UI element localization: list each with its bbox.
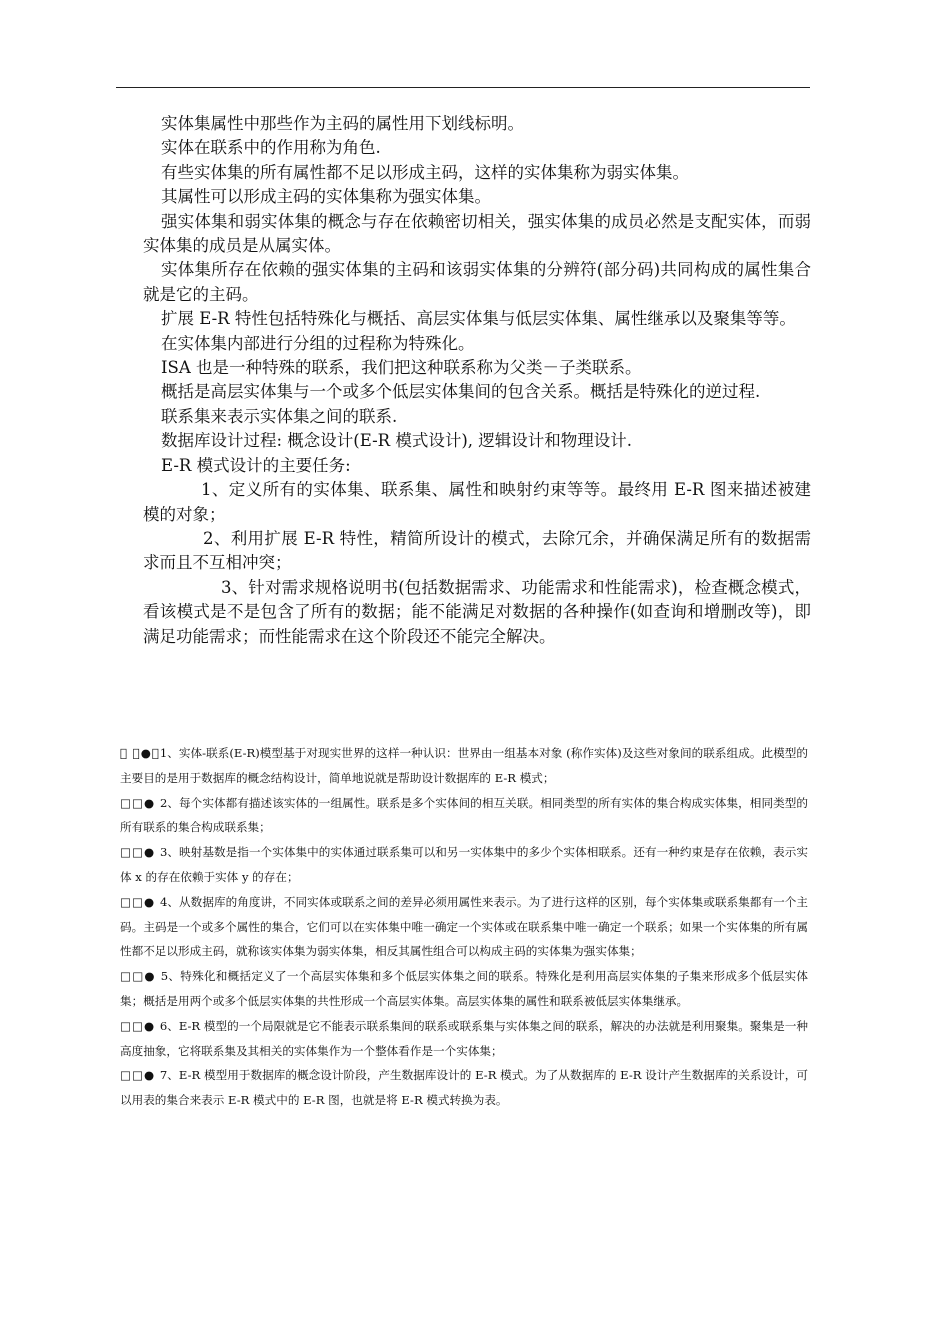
summary-section (120, 741, 808, 1113)
summary-text: 7、E-R 模型用于数据库的概念设计阶段，产生数据库设计的 E-R 模式。为了从数据库的 E-R 设计产生数据库的关系设计，可以用表的集合来表示 E-R 模式中的 E-R 图，也就是将 E-R 模式转换为表。 (120, 1068, 808, 1108)
bullet-glyph: □□● (120, 1018, 160, 1033)
paragraph: 实体集属性中那些作为主码的属性用下划线标明。 (161, 114, 524, 133)
task-item-1: 1、定义所有的实体集、联系集、属性和映射约束等等。最终用 E-R 图来描述被建模的对象； (143, 480, 811, 524)
upper-section (143, 112, 811, 649)
paragraph: 其属性可以形成主码的实体集称为强实体集。 (161, 187, 491, 207)
paragraph: 有些实体集的所有属性都不足以形成主码，这样的实体集称为弱实体集。 (161, 162, 689, 182)
paragraph: 扩展 E-R 特性包括特殊化与概括、高层实体集与低层实体集、属性继承以及聚集等等。 (161, 309, 796, 329)
summary-item-5 (120, 964, 808, 1014)
summary-item-6 (120, 1014, 808, 1064)
paragraph: E-R 模式设计的主要任务: (161, 455, 351, 475)
summary-item-7 (120, 1063, 808, 1113)
bullet-glyph: □□● (120, 845, 160, 860)
task-item-3: 3、针对需求规格说明书(包括数据需求、功能需求和性能需求)，检查概念模式，看该模式是不是包含了所有的数据；能不能满足对数据的各种操作(如查询和增删改等)，即满足功能需求；而性能需求在这个阶段还不能完全解决。 (143, 577, 811, 646)
paragraph: 实体集所存在依赖的强实体集的主码和该弱实体集的分辨符(部分码)共同构成的属性集合就是它的主码。 (143, 260, 811, 304)
summary-text: 5、特殊化和概括定义了一个高层实体集和多个低层实体集之间的联系。特殊化是利用高层实体集的子集来形成多个低层实体集；概括是用两个或多个低层实体集的共性形成一个高层实体集。高层实体集的属性和联系被低层实体集继承。 (120, 969, 808, 1008)
summary-item-3 (120, 840, 808, 890)
paragraph: 在实体集内部进行分组的过程称为特殊化。 (161, 333, 475, 353)
bullet-glyph: □□● (120, 894, 160, 909)
summary-item-4 (120, 890, 808, 964)
header-rule (116, 87, 810, 88)
bullet-glyph: □□● (120, 795, 160, 810)
bullet-glyph: □□● (120, 969, 161, 984)
summary-text: 3、映射基数是指一个实体集中的实体通过联系集可以和另一实体集中的多少个实体相联系。还有一种约束是存在依赖，表示实体 x 的存在依赖于实体 y 的存在； (120, 845, 808, 884)
summary-item-1 (120, 741, 808, 791)
paragraph: 强实体集和弱实体集的概念与存在依赖密切相关，强实体集的成员必然是支配实体，而弱实体集的成员是从属实体。 (143, 211, 811, 256)
bullet-glyph: □□● (120, 1068, 160, 1083)
task-item-2: 2、利用扩展 E-R 特性，精简所设计的模式，去除冗余，并确保满足所有的数据需求而且不互相冲突； (143, 528, 811, 573)
paragraph: 联系集来表示实体集之间的联系. (161, 406, 398, 426)
summary-item-2 (120, 791, 808, 841)
paragraph: 实体在联系中的作用称为角色. (161, 138, 381, 158)
summary-text: 2、每个实体都有描述该实体的一组属性。联系是多个实体间的相互关联。相同类型的所有实体的集合构成实体集，相同类型的所有联系的集合构成联系集； (120, 795, 808, 835)
summary-text: 4、从数据库的角度讲，不同实体或联系之间的差异必须用属性来表示。为了进行这样的区别，每个实体集或联系集都有一个主码。主码是一个或多个属性的集合，它们可以在实体集中唯一确定一个实体或在联系集中唯一确定一个联系；如果一个实体集的所有属性都不足以形成主码，就称该实体集为弱实体集，相反其属性组合可以构成主码的实体集为强实体集； (120, 894, 808, 959)
paragraph: 数据库设计过程: 概念设计(E-R 模式设计), 逻辑设计和物理设计. (161, 431, 633, 451)
paragraph: ISA 也是一种特殊的联系，我们把这种联系称为父类－子类联系。 (161, 358, 642, 378)
summary-text: 6、E-R 模型的一个局限就是它不能表示联系集间的联系或联系集与实体集之间的联系，解决的办法就是利用聚集。聚集是一种高度抽象，它将联系集及其相关的实体集作为一个整体看作是一个实体集； (120, 1018, 808, 1058)
paragraph: 概括是高层实体集与一个或多个低层实体集间的包含关系。概括是特殊化的逆过程. (161, 382, 761, 402)
summary-text: 1、实体-联系(E-R)模型基于对现实世界的这样一种认识：世界由一组基本对象 (称作实体)及这些对象间的联系组成。此模型的主要目的是用于数据库的概念结构设计，简单地说就是帮助设计数据库的 E-R 模式； (120, 746, 808, 785)
bullet-glyph: ● (120, 746, 136, 760)
